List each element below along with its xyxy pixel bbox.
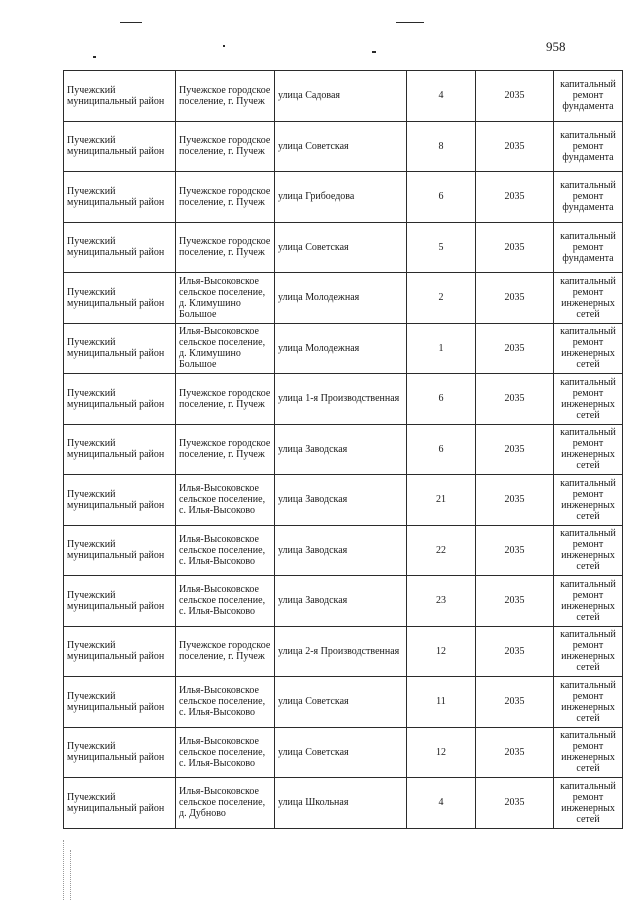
street-cell [275,121,407,172]
work-type-cell-text: капитальный ремонт фундамента [560,180,616,214]
settlement-cell-text: Пучежское городское поселение, г. Пучеж [179,84,271,107]
year-cell-text: 2035 [504,191,525,203]
district-cell [64,626,176,677]
work-type-cell-text: капитальный ремонт инженерных сетей [560,780,616,825]
district-cell [64,525,176,576]
table-row [64,525,623,576]
house-number-cell [407,626,476,677]
table-row [64,222,623,273]
district-cell-text: Пучежский муниципальный район [67,84,165,107]
year-cell-text: 2035 [504,90,525,102]
year-cell [476,727,554,778]
district-cell [64,576,176,627]
scan-mark [120,22,142,23]
work-type-cell [554,374,623,425]
work-type-cell [554,222,623,273]
work-type-cell-text: капитальный ремонт инженерных сетей [560,477,616,522]
house-number-cell-text: 11 [436,696,446,708]
settlement-cell-text: Пучежское городское поселение, г. Пучеж [179,438,271,461]
work-type-cell-text: капитальный ремонт инженерных сетей [560,578,616,623]
house-number-cell-text: 2 [438,292,444,304]
district-cell [64,71,176,122]
house-number-cell-text: 5 [438,241,444,253]
district-cell [64,222,176,273]
house-number-cell-text: 23 [436,595,446,607]
table-row [64,121,623,172]
street-cell-text: улица Заводская [278,544,348,556]
street-cell-text: улица Советская [278,140,349,152]
house-number-cell [407,576,476,627]
street-cell [275,576,407,627]
table-row [64,273,623,324]
settlement-cell [176,273,275,324]
house-number-cell-text: 6 [438,191,444,203]
settlement-cell-text: Илья-Высоковское сельское поселение, с. Илья-Высоково [179,685,266,719]
settlement-cell [176,727,275,778]
house-number-cell-text: 1 [438,342,444,354]
house-number-cell [407,677,476,728]
house-number-cell-text: 6 [438,393,444,405]
district-cell-text: Пучежский муниципальный район [67,438,165,461]
work-type-cell-text: капитальный ремонт инженерных сетей [560,275,616,320]
street-cell [275,222,407,273]
table-row [64,475,623,526]
table-row [64,71,623,122]
year-cell [476,71,554,122]
street-cell [275,71,407,122]
housing-repair-table [63,70,623,829]
work-type-cell-text: капитальный ремонт инженерных сетей [560,326,616,371]
district-cell [64,172,176,223]
year-cell [476,374,554,425]
settlement-cell [176,424,275,475]
settlement-cell-text: Илья-Высоковское сельское поселение, с. Илья-Высоково [179,584,266,618]
house-number-cell-text: 6 [438,443,444,455]
street-cell-text: улица Школьная [278,797,349,809]
year-cell-text: 2035 [504,595,525,607]
scan-mark [372,51,376,53]
table-row [64,374,623,425]
work-type-cell-text: капитальный ремонт инженерных сетей [560,679,616,724]
settlement-cell-text: Пучежское городское поселение, г. Пучеж [179,387,271,410]
house-number-cell [407,121,476,172]
street-cell [275,727,407,778]
district-cell-text: Пучежский муниципальный район [67,185,165,208]
settlement-cell [176,576,275,627]
district-cell [64,778,176,829]
street-cell [275,323,407,374]
house-number-cell-text: 12 [436,645,446,657]
district-cell [64,121,176,172]
street-cell-text: улица 2-я Производственная [278,645,400,657]
house-number-cell-text: 12 [436,746,446,758]
settlement-cell-text: Илья-Высоковское сельское поселение, д. Климушино Большое [179,275,266,320]
settlement-cell-text: Пучежское городское поселение, г. Пучеж [179,135,271,158]
year-cell [476,121,554,172]
house-number-cell-text: 22 [436,544,446,556]
street-cell-text: улица Молодежная [278,342,360,354]
house-number-cell [407,475,476,526]
year-cell-text: 2035 [504,494,525,506]
house-number-cell [407,222,476,273]
work-type-cell [554,121,623,172]
work-type-cell [554,576,623,627]
year-cell [476,424,554,475]
year-cell [476,273,554,324]
work-type-cell-text: капитальный ремонт инженерных сетей [560,629,616,674]
street-cell [275,677,407,728]
year-cell [476,677,554,728]
work-type-cell-text: капитальный ремонт инженерных сетей [560,730,616,775]
street-cell [275,626,407,677]
settlement-cell [176,525,275,576]
street-cell-text: улица Заводская [278,443,348,455]
scan-mark [396,22,424,23]
street-cell [275,172,407,223]
house-number-cell-text: 4 [438,797,444,809]
work-type-cell-text: капитальный ремонт фундамента [560,129,616,163]
district-cell-text: Пучежский муниципальный район [67,488,165,511]
settlement-cell [176,323,275,374]
work-type-cell [554,172,623,223]
year-cell [476,778,554,829]
house-number-cell [407,727,476,778]
year-cell-text: 2035 [504,544,525,556]
settlement-cell [176,172,275,223]
year-cell-text: 2035 [504,140,525,152]
house-number-cell [407,374,476,425]
settlement-cell-text: Илья-Высоковское сельское поселение, с. Илья-Высоково [179,735,266,769]
year-cell [476,525,554,576]
scan-dotted-line [70,850,71,900]
district-cell [64,273,176,324]
settlement-cell [176,121,275,172]
district-cell [64,374,176,425]
work-type-cell [554,677,623,728]
work-type-cell [554,727,623,778]
work-type-cell [554,475,623,526]
year-cell [476,576,554,627]
house-number-cell [407,71,476,122]
table-row [64,778,623,829]
year-cell-text: 2035 [504,696,525,708]
work-type-cell [554,71,623,122]
year-cell-text: 2035 [504,443,525,455]
year-cell [476,222,554,273]
house-number-cell [407,525,476,576]
district-cell [64,677,176,728]
table-row [64,727,623,778]
year-cell-text: 2035 [504,645,525,657]
scan-mark [223,45,225,47]
street-cell [275,273,407,324]
street-cell [275,475,407,526]
work-type-cell [554,323,623,374]
district-cell-text: Пучежский муниципальный район [67,690,165,713]
scan-dotted-line [63,840,64,900]
district-cell-text: Пучежский муниципальный район [67,135,165,158]
table-row [64,323,623,374]
settlement-cell-text: Пучежское городское поселение, г. Пучеж [179,236,271,259]
district-cell-text: Пучежский муниципальный район [67,387,165,410]
scan-mark [93,56,96,58]
work-type-cell-text: капитальный ремонт фундамента [560,230,616,264]
year-cell-text: 2035 [504,342,525,354]
street-cell [275,778,407,829]
settlement-cell-text: Илья-Высоковское сельское поселение, с. Илья-Высоково [179,483,266,517]
settlement-cell-text: Пучежское городское поселение, г. Пучеж [179,185,271,208]
house-number-cell [407,424,476,475]
table-row [64,677,623,728]
street-cell-text: улица Садовая [278,90,341,102]
house-number-cell [407,778,476,829]
settlement-cell [176,626,275,677]
settlement-cell [176,374,275,425]
district-cell-text: Пучежский муниципальный район [67,286,165,309]
house-number-cell [407,273,476,324]
year-cell [476,475,554,526]
work-type-cell [554,424,623,475]
settlement-cell [176,71,275,122]
year-cell-text: 2035 [504,797,525,809]
settlement-cell [176,222,275,273]
work-type-cell [554,273,623,324]
table-row [64,172,623,223]
district-cell [64,323,176,374]
district-cell-text: Пучежский муниципальный район [67,539,165,562]
year-cell-text: 2035 [504,241,525,253]
settlement-cell [176,677,275,728]
street-cell [275,424,407,475]
district-cell-text: Пучежский муниципальный район [67,640,165,663]
settlement-cell-text: Илья-Высоковское сельское поселение, с. Илья-Высоково [179,533,266,567]
house-number-cell-text: 4 [438,90,444,102]
street-cell [275,374,407,425]
house-number-cell [407,323,476,374]
street-cell-text: улица 1-я Производственная [278,393,400,405]
year-cell [476,172,554,223]
table-row [64,576,623,627]
district-cell-text: Пучежский муниципальный район [67,589,165,612]
work-type-cell [554,626,623,677]
year-cell-text: 2035 [504,393,525,405]
work-type-cell [554,525,623,576]
settlement-cell [176,778,275,829]
district-cell-text: Пучежский муниципальный район [67,236,165,259]
street-cell [275,525,407,576]
house-number-cell-text: 21 [436,494,446,506]
work-type-cell-text: капитальный ремонт инженерных сетей [560,427,616,472]
house-number-cell-text: 8 [438,140,444,152]
district-cell-text: Пучежский муниципальный район [67,337,165,360]
district-cell-text: Пучежский муниципальный район [67,791,165,814]
work-type-cell [554,778,623,829]
district-cell [64,727,176,778]
table-row [64,626,623,677]
settlement-cell-text: Пучежское городское поселение, г. Пучеж [179,640,271,663]
year-cell [476,323,554,374]
street-cell-text: улица Советская [278,746,349,758]
settlement-cell [176,475,275,526]
year-cell-text: 2035 [504,292,525,304]
street-cell-text: улица Грибоедова [278,191,355,203]
street-cell-text: улица Советская [278,241,349,253]
page-number: 958 [546,39,566,54]
settlement-cell-text: Илья-Высоковское сельское поселение, д. Дубново [179,786,266,820]
street-cell-text: улица Молодежная [278,292,360,304]
district-cell [64,475,176,526]
table-row [64,424,623,475]
year-cell [476,626,554,677]
district-cell-text: Пучежский муниципальный район [67,741,165,764]
year-cell-text: 2035 [504,746,525,758]
street-cell-text: улица Заводская [278,494,348,506]
settlement-cell-text: Илья-Высоковское сельское поселение, д. Климушино Большое [179,326,266,371]
house-number-cell [407,172,476,223]
work-type-cell-text: капитальный ремонт инженерных сетей [560,376,616,421]
street-cell-text: улица Заводская [278,595,348,607]
street-cell-text: улица Советская [278,696,349,708]
work-type-cell-text: капитальный ремонт фундамента [560,79,616,113]
work-type-cell-text: капитальный ремонт инженерных сетей [560,528,616,573]
district-cell [64,424,176,475]
